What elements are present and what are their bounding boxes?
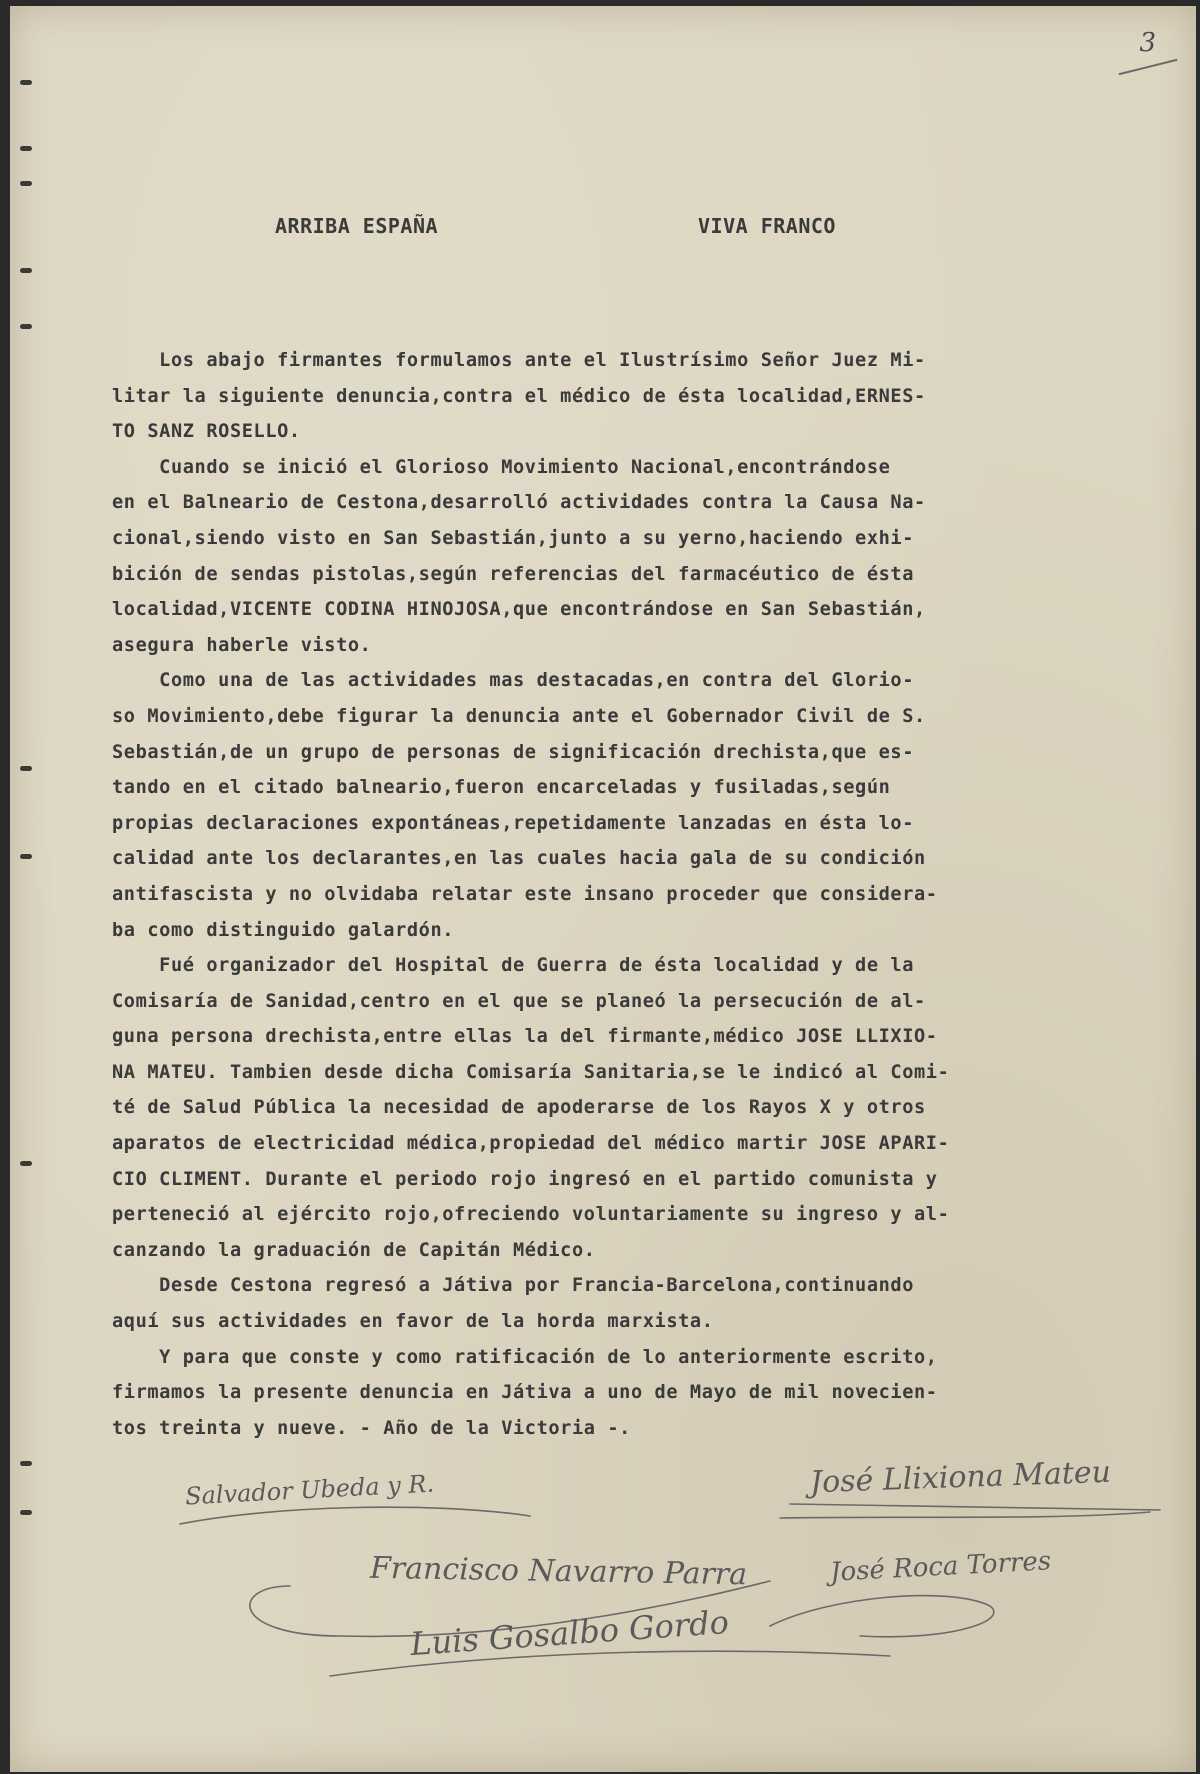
body-line: tando en el citado balneario,fueron encarceladas y fusiladas,según <box>112 777 891 799</box>
body-line: CIO CLIMENT. Durante el periodo rojo ingresó en el partido comunista y <box>112 1168 938 1190</box>
body-line: antifascista y no olvidaba relatar este insano proceder que considera- <box>112 883 938 905</box>
punch-hole <box>20 854 32 859</box>
signatures-block <box>10 1446 1196 1686</box>
body-line: Los abajo firmantes formulamos ante el Ilustrísimo Señor Juez Mi- <box>112 350 926 371</box>
body-line: Fué organizador del Hospital de Guerra de ésta localidad y de la <box>112 955 915 977</box>
body-line: Y para que conste y como ratificación de lo anteriormente escrito, <box>112 1346 938 1368</box>
punch-hole <box>20 181 32 186</box>
header-left-slogan: ARRIBA ESPAÑA <box>275 214 439 238</box>
punch-hole <box>20 80 32 85</box>
punch-hole <box>20 324 32 329</box>
body-line: bición de sendas pistolas,según referencias del farmacéutico de ésta <box>112 563 915 585</box>
body-line: propias declaraciones expontáneas,repetidamente lanzadas en ésta lo- <box>112 812 915 834</box>
body-line: firmamos la presente denuncia en Játiva a uno de Mayo de mil novecien- <box>112 1382 938 1404</box>
body-line: aquí sus actividades en favor de la horda marxista. <box>112 1311 714 1333</box>
body-line: litar la siguiente denuncia,contra el médico de ésta localidad,ERNES- <box>112 385 926 407</box>
punch-hole <box>20 1161 32 1166</box>
signature-2: José Llixiona Mateu <box>809 1454 1112 1501</box>
punch-hole <box>20 766 32 771</box>
signature-1: Salvador Ubeda y R. <box>184 1469 435 1511</box>
body-line: tos treinta y nueve. - Año de la Victoria -. <box>112 1417 631 1439</box>
page-number-stroke <box>1119 59 1178 75</box>
body-line: Cuando se inició el Glorioso Movimiento Nacional,encontrándose <box>112 456 891 478</box>
header-right-slogan: VIVA FRANCO <box>698 214 836 238</box>
body-line: Desde Cestona regresó a Játiva por Francia-Barcelona,continuando <box>112 1275 915 1297</box>
body-line: aparatos de electricidad médica,propiedad del médico martir JOSE APARI- <box>112 1133 950 1155</box>
body-line: Comisaría de Sanidad,centro en el que se planeó la persecución de al- <box>112 990 926 1012</box>
denuncia-body <box>112 343 1150 1446</box>
body-line: localidad,VICENTE CODINA HINOJOSA,que encontrándose en San Sebastián, <box>112 599 926 621</box>
body-line: TO SANZ ROSELLO. <box>112 421 301 443</box>
body-line: té de Salud Pública la necesidad de apoderarse de los Rayos X y otros <box>112 1097 926 1119</box>
body-line: so Movimiento,debe figurar la denuncia ante el Gobernador Civil de S. <box>112 705 926 727</box>
body-line: NA MATEU. Tambien desde dicha Comisaría Sanitaria,se le indicó al Comi- <box>112 1061 950 1083</box>
signature-3: Francisco Navarro Parra <box>369 1550 748 1593</box>
signature-4: José Roca Torres <box>829 1546 1052 1588</box>
body-line: guna persona drechista,entre ellas la del firmante,médico JOSE LLIXIO- <box>112 1026 938 1048</box>
body-line: ba como distinguido galardón. <box>112 919 455 941</box>
document-page <box>10 6 1196 1772</box>
punch-hole <box>20 268 32 273</box>
body-line: perteneció al ejército rojo,ofreciendo voluntariamente su ingreso y al- <box>112 1204 950 1226</box>
body-line: cional,siendo visto en San Sebastián,junto a su yerno,haciendo exhi- <box>112 527 915 549</box>
body-line: asegura haberle visto. <box>112 634 372 656</box>
signature-5: Luis Gosalbo Gordo <box>409 1602 730 1664</box>
body-line: en el Balneario de Cestona,desarrolló actividades contra la Causa Na- <box>112 492 926 514</box>
body-line: calidad ante los declarantes,en las cuales hacia gala de su condición <box>112 848 926 870</box>
punch-hole <box>20 146 32 151</box>
page-number: 3 <box>1139 28 1156 58</box>
body-line: Como una de las actividades mas destacadas,en contra del Glorio- <box>112 670 915 692</box>
body-line: Sebastián,de un grupo de personas de significación drechista,que es- <box>112 741 915 763</box>
body-line: canzando la graduación de Capitán Médico. <box>112 1239 596 1261</box>
